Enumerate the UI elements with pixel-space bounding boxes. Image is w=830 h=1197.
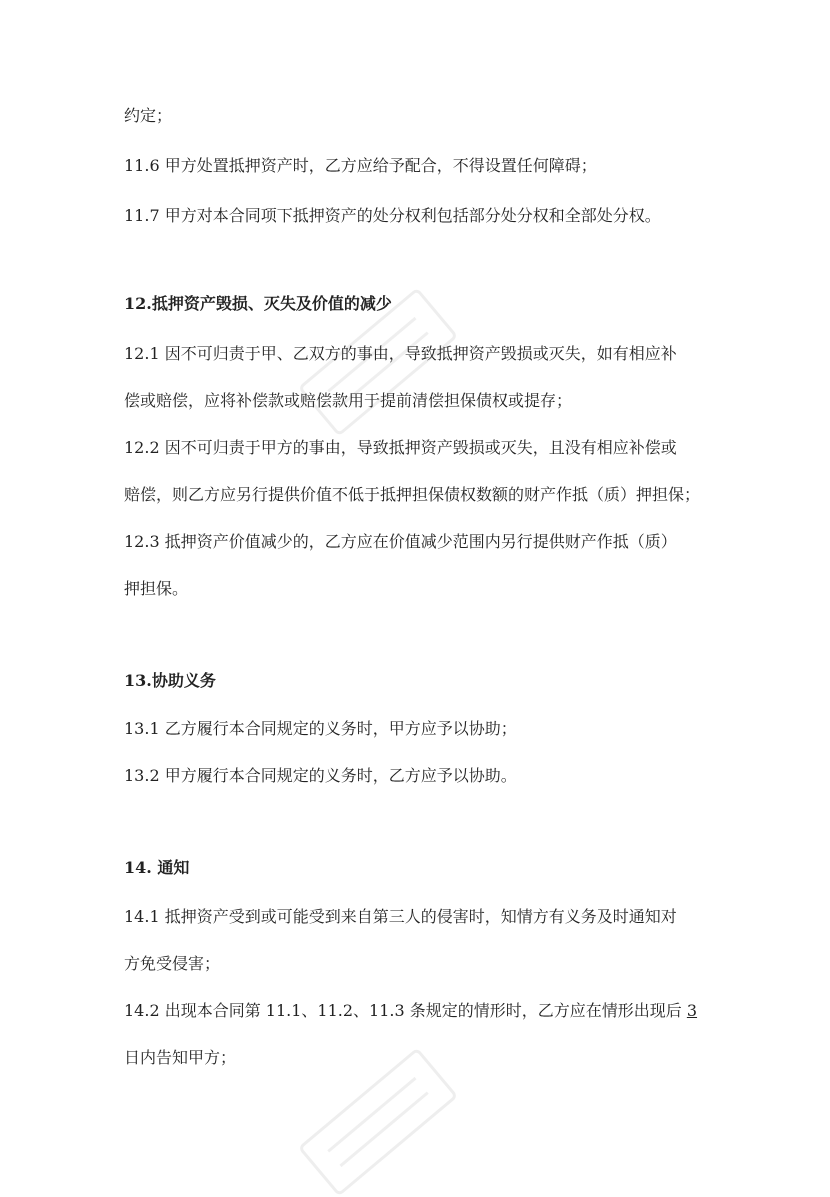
- section-12-heading: 12.抵押资产毁损、灭失及价值的减少: [124, 294, 392, 313]
- clause-12-2: 12.2 因不可归责于甲方的事由，导致抵押资产毁损或灭失，且没有相应补偿或: [124, 438, 677, 457]
- clause-12-1-cont: 偿或赔偿，应将补偿款或赔偿款用于提前清偿担保债权或提存；: [124, 391, 573, 410]
- clause-14-2-text: 14.2 出现本合同第 11.1、11.2、11.3 条规定的情形时，乙方应在情形出现后: [124, 1001, 687, 1020]
- clause-14-2: [124, 1000, 697, 1022]
- watermark-stamp: [298, 1047, 459, 1196]
- clause-13-2: 13.2 甲方履行本合同规定的义务时，乙方应予以协助。: [124, 766, 517, 785]
- clause-12-1: 12.1 因不可归责于甲、乙双方的事由，导致抵押资产毁损或灭失，如有相应补: [124, 344, 677, 363]
- clause-11-7: 11.7 甲方对本合同项下抵押资产的处分权利包括部分处分权和全部处分权。: [124, 206, 661, 225]
- clause-14-2-cont: 日内告知甲方；: [124, 1048, 237, 1067]
- clause-12-2-cont: 赔偿，则乙方应另行提供价值不低于抵押担保债权数额的财产作抵（质）押担保；: [124, 485, 701, 504]
- clause-12-3: 12.3 抵押资产价值减少的，乙方应在价值减少范围内另行提供财产作抵（质）: [124, 532, 677, 551]
- notice-days-value: 3: [686, 1001, 698, 1020]
- clause-14-1: 14.1 抵押资产受到或可能受到来自第三人的侵害时，知情方有义务及时通知对: [124, 907, 677, 926]
- clause-11-6: 11.6 甲方处置抵押资产时，乙方应给予配合，不得设置任何障碍；: [124, 156, 597, 175]
- clause-12-3-cont: 押担保。: [124, 579, 189, 598]
- clause-13-1: 13.1 乙方履行本合同规定的义务时，甲方应予以协助；: [124, 719, 517, 738]
- section-14-heading: 14. 通知: [124, 858, 190, 877]
- text-line: 约定；: [124, 106, 173, 125]
- section-13-heading: 13.协助义务: [124, 671, 216, 690]
- clause-14-1-cont: 方免受侵害；: [124, 954, 221, 973]
